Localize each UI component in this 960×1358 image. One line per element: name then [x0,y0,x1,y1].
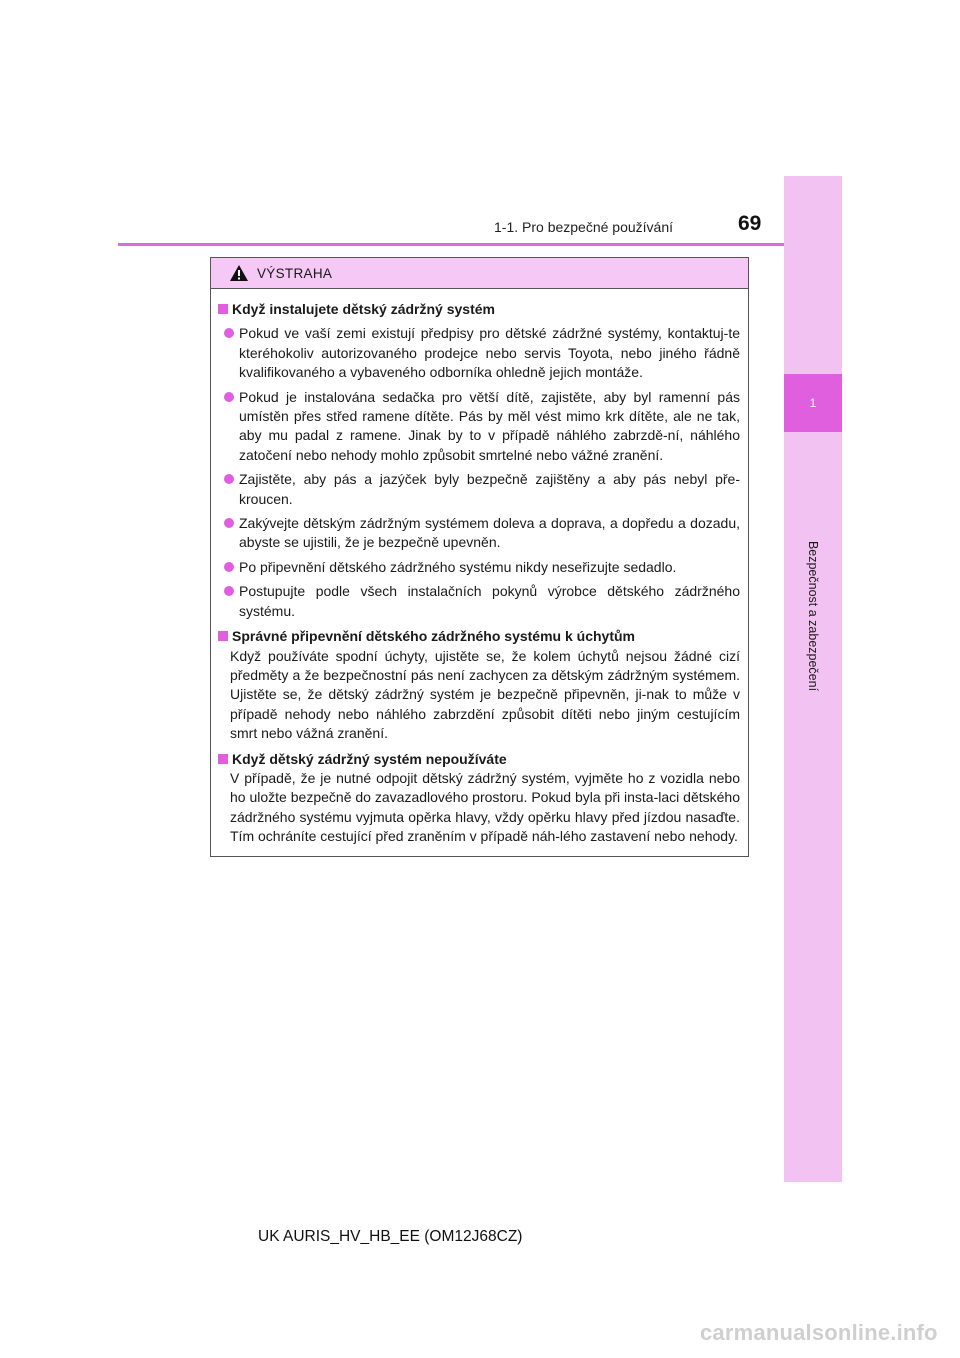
warning-title: VÝSTRAHA [257,265,333,281]
square-bullet-icon [218,631,228,641]
chapter-title: Bezpečnost a zabezpečení [806,540,820,692]
warning-header [211,258,748,289]
section-heading: Správné připevnění dětského zádržného systému k úchytům [218,627,740,646]
list-item: Pokud ve vaší zemi existují předpisy pro dětské zádržné systémy, kontaktuj-te kteréhokoliv autorizovaného prodejce nebo servis Toyota, nebo jiného řádně kvalifikovaného a vybaveného odborníka ohledně jejich montáže. [218,324,740,382]
section-paragraph: V případě, že je nutné odpojit dětský zádržný systém, vyjměte ho z vozidla nebo ho uložte bezpečně do zavazadlového prostoru. Pokud byla při insta-laci dětského zádržného systému vyjmuta opěrka hlavy, vždy opěrku hlavy před jízdou nasaďte. Tím ochráníte cestující před zraněním v případě náh-lého zastavení nebo nehody. [230,769,740,845]
circle-bullet-icon [224,562,234,572]
square-bullet-icon [218,754,228,764]
header-divider [118,243,784,246]
circle-bullet-icon [224,518,234,528]
circle-bullet-icon [224,328,234,338]
section-heading: Když instalujete dětský zádržný systém [218,300,740,319]
warning-section-anchors [218,627,740,743]
watermark: carmanualsonline.info [700,1320,938,1345]
section-paragraph: Když používáte spodní úchyty, ujistěte se, že kolem úchytů nejsou žádné cizí předměty a že bezpečnostní pás není zachycen za dětským zádržným systémem. Ujistěte se, že dětský zádržný systém je bezpečně připevněn, ji-nak to může v případě nehody nebo náhlého zabrzdění způsobit dítěti nebo jiným cestujícím smrt nebo vážná zranění. [230,647,740,742]
list-item: Zakývejte dětským zádržným systémem doleva a doprava, a dopředu a dozadu, abyste se ujistili, že je bezpečně upevněn. [218,514,740,553]
model-code: UK AURIS_HV_HB_EE (OM12J68CZ) [258,1228,523,1245]
list-item: Zajistěte, aby pás a jazýček byly bezpečně zajištěny a aby pás nebyl pře-kroucen. [218,470,740,509]
list-item: Pokud je instalována sedačka pro větší dítě, zajistěte, aby byl ramenní pás umístěn přes střed ramene dítěte. Pás by měl vést mimo krk dítěte, ale ne tak, aby mu padal z ramene. Jinak by to v případě náhlého zabrzdě-ní, náhlého zatočení nebo nehody mohlo způsobit smrtelné nebo vážné zranění. [218,388,740,466]
warning-body [211,289,748,847]
warning-box [210,257,749,857]
circle-bullet-icon [224,474,234,484]
warning-section-not-in-use [218,750,740,847]
warning-triangle-icon [229,264,249,282]
circle-bullet-icon [224,392,234,402]
list-item: Postupujte podle všech instalačních pokynů výrobce dětského zádržného systému. [218,582,740,621]
chapter-number: 1 [809,396,817,410]
warning-section-install [218,300,740,621]
section-heading: Když dětský zádržný systém nepoužíváte [218,750,740,769]
section-title: 1-1. Pro bezpečné používání [494,219,674,235]
page-number: 69 [738,212,762,235]
circle-bullet-icon [224,586,234,596]
square-bullet-icon [218,304,228,314]
chapter-number-box [784,374,842,432]
chapter-side-tab [784,176,842,1182]
list-item: Po připevnění dětského zádržného systému nikdy neseřizujte sedadlo. [218,558,740,577]
